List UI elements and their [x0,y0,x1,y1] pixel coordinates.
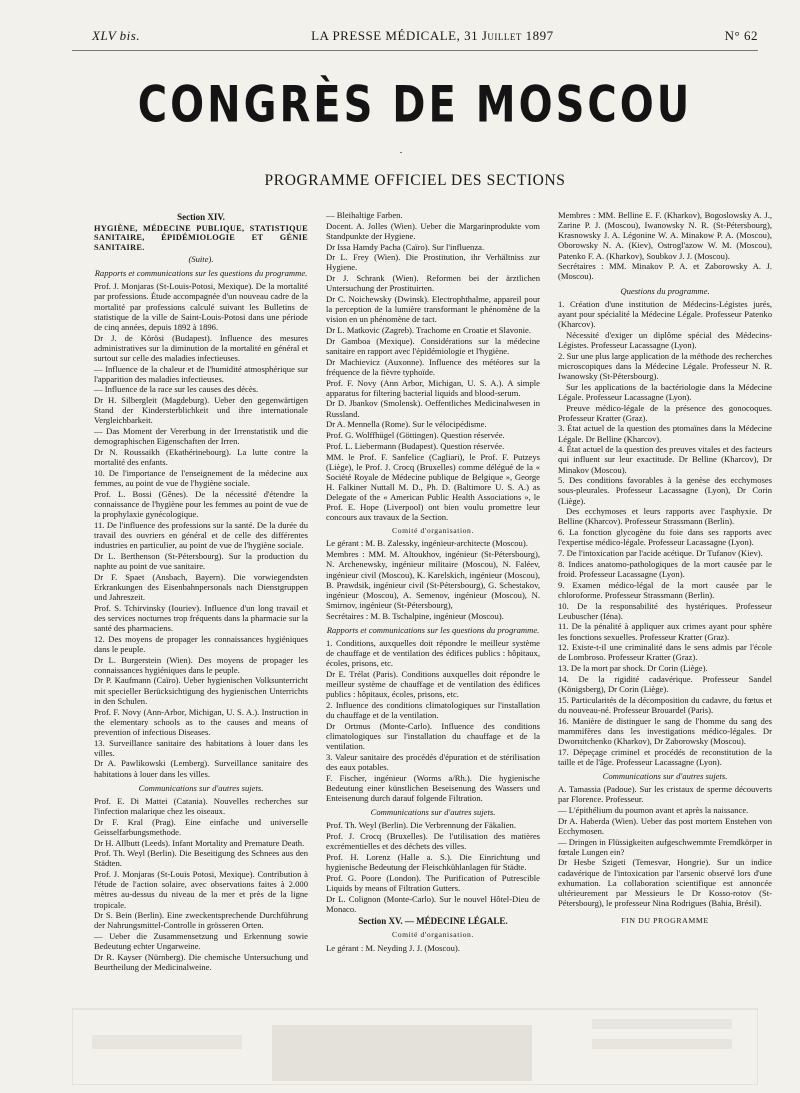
paragraph: Dr S. Bein (Berlin). Eine zweckentsprechende Durchführung der Nahrungsmittel-Controlle in grösseren Orten. [94,910,308,931]
paragraph: A. Tamassia (Padoue). Sur les cristaux de sperme découverts par Florence. Professeur. [558,784,772,805]
paragraph: Dr L. Colignon (Monte-Carlo). Sur le nouvel Hôtel-Dieu de Monaco. [326,893,540,914]
paragraph: 3. État actuel de la question des ptomaïnes dans la Médecine Légale. Dr Belline (Kharcov). [558,423,772,444]
subsection-heading: Communications sur d'autres sujets. [370,807,496,818]
paragraph: Dr L. Matkovic (Zagreb). Trachome en Croatie et Slavonie. [326,325,531,336]
paragraph: 10. De la responsabilité des hystériques. Professeur Leubuscher (Iéna). [558,600,772,621]
end-note: FIN DU PROGRAMME [621,916,709,926]
paragraph: Dr C. Noichewsky (Dwinsk). Electrophthalme, appareil pour la perception de la lumière transformant le phénomène de la vision en un phénomène de tact. [326,294,540,325]
subsection-heading: Rapports et communications sur les questions du programme. [326,624,540,635]
paragraph: — Das Moment der Vererbung in der Irrenstatistik und die demographischen Eigenschaften der Irren. [94,426,308,447]
paragraph: Prof. Th. Weyl (Berlin). Die Verbrennung der Fäkalien. [326,820,516,831]
paragraph: Dr L. Burgerstein (Wien). Des moyens de propager les connaissances hygiéniques dans le peuple. [94,654,308,675]
paragraph: — Dringen in Flüssigkeiten aufgeschwemmte Fremdkörper in fœtale Lungen ein? [558,836,772,857]
paragraph: Dr J. Schrank (Wien). Reformen bei der ärztlichen Untersuchung der Prostituirten. [326,273,540,294]
paragraph: Dr J. de Körösi (Budapest). Influence des mesures administratives sur la diminution de la mortalité en général et surtout sur celle des maladies infectieuses. [94,332,308,363]
page-folio: XLV bis. [92,28,141,43]
running-header [92,28,758,44]
paragraph: Dr R. Kayser (Nürnberg). Die chemische Untersuchung und Beurtheilung der Medicinalweine. [94,952,308,973]
paragraph: Secrétaires : MM. Minakov P. A. et Zaborowsky A. J. (Moscou). [558,261,772,282]
paragraph: 17. Dépeçage criminel et procédés de reconstitution de la taille et de l'âge. Professeur Lacassagne (Lyon). [558,746,772,767]
paragraph: Dr D. Jbankov (Smolensk). Oeffentliches Medicinalwesen in Russland. [326,398,540,419]
paragraph: Prof. L. Liebermann (Budapest). Question réservée. [326,440,505,451]
paragraph: Prof. Th. Weyl (Berlin). Die Beseitigung des Schnees aus den Städten. [94,848,308,869]
title-divider [400,152,402,153]
paragraph: Dr L. Frey (Wien). Die Prostitution, ihr Verhältniss zur Hygiene. [326,252,540,273]
paragraph: 15. Particularités de la décomposition du cadavre, du fœtus et du nouveau-né. Professeur Brouardel (Paris). [558,694,772,715]
paragraph: Dr Machievicz (Auxonne). Influence des météores sur la fréquence de la fièvre typhoïde. [326,356,540,377]
page-subtitle: PROGRAMME OFFICIEL DES SECTIONS [264,172,566,189]
paragraph: Preuve médico-légale de la présence des gonocoques. Professeur Kratter (Graz). [558,402,772,423]
paragraph: 13. De la mort par shock. Dr Corin (Liège). [558,663,708,674]
paragraph: Dr A. Haberda (Wien). Ueber das post mortem Enstehen von Ecchymosen. [558,815,772,836]
paragraph: 11. De l'influence des professions sur la santé. De la durée du travail des ouvriers en général et de celle des différentes industries en particulier, au point de vue de l'hygiène sociale. [94,519,308,551]
committee-heading: Comité d'organisation. [392,525,474,535]
paragraph: 14. De la rigidité cadavérique. Professeur Sandel (Königsberg), Dr Corin (Liège). [558,673,772,695]
paragraph: 3. Valeur sanitaire des procédés d'épuration et de stérilisation des eaux potables. [326,751,540,772]
issue-number: N° 62 [724,28,758,43]
paragraph: Le gérant : M. Neyding J. J. (Moscou). [326,942,460,953]
paragraph: Dr H. Silbergleit (Magdeburg). Ueber den gegenwärtigen Stand der Kindersterblichkeit und ihre internationale Vergleichbarkeit. [94,395,308,426]
paragraph: 11. De la pénalité à appliquer aux crimes ayant pour sphère les fonctions sexuelles. Professeur Kratter (Graz). [558,621,772,642]
paragraph: 1. Conditions, auxquelles doit répondre le meilleur système de chauffage et de ventilation des édifices publics : hôpitaux, écoles, prisons, etc. [326,637,540,669]
committee-heading: Comité d'organisation. [392,929,474,939]
column-3 [558,210,772,1005]
paragraph: Membres : MM. Belline E. F. (Kharkov), Bogoslowsky A. J., Zarine P. J. (Moscou), Iwanowsky N. R. (St-Pétersbourg), Krasnowsky J. A. Légonine W. A. Minakow P. A. (Moscou), Oborowsky N. A. (Kiev), Ostrogl'azow W. M. (Moscou), Patenko F. A. (Kharkov), Soubkov J. J. (Moscou). [558,210,772,261]
paragraph: Prof. L. Bossi (Gênes). De la nécessité d'étendre la connaissance de l'hygiène pour les femmes au point de vue de la prophylaxie gynécologique. [94,488,308,520]
paragraph: 10. De l'importance de l'enseignement de la médecine aux femmes, au point de vue de l'hygiène sociale. [94,467,308,489]
paragraph: Prof. H. Lorenz (Halle a. S.). Die Einrichtung und hygienische Bedeutung der Fleischkühlanlagen für Städte. [326,851,540,873]
paragraph: 4. État actuel de la question des preuves vitales et des facteurs qui influent sur leur exactitude. Dr Belline (Kharcov), Dr Minakov (Moscou). [558,444,772,475]
paragraph: 12. Des moyens de propager les connaissances hygiéniques dans le peuple. [94,633,308,654]
bleed-through-advertisement [72,1005,758,1085]
paragraph: 8. Indices anatomo-pathologiques de la mort causée par le froid. Professeur Lacassagne (Lyon). [558,558,772,579]
section-heading: HYGIÈNE, MÉDECINE PUBLIQUE, STATISTIQUE SANITAIRE, ÉPIDÉMIOLOGIE ET GÉNIE SANITAIRE. [94,223,308,253]
paragraph: Prof. F. Novy (Ann-Arbor, Michigan, U. S. A.). Instruction in the elementary schools as to the causes and means of prevention of infectious Diseases. [94,706,308,737]
faded-advert-shapes [72,1005,758,1085]
paragraph: Le gérant : M. B. Zalessky, ingénieur-architecte (Moscou). [326,538,528,549]
page-title: CONGRÈS DE MOSCOU [137,76,693,134]
paragraph: Prof. E. Di Mattei (Catania). Nouvelles recherches sur l'infection malarique chez les oiseaux. [94,795,308,816]
paragraph: Prof. J. Crocq (Bruxelles). De l'utilisation des matières excrémentielles et des déchets des villes. [326,831,540,852]
paragraph: Secrétaires : M. B. Tschalpine, ingénieur (Moscou). [326,610,504,621]
paragraph: Dr L. Berthenson (St-Pétersbourg). Sur la production du naphte au point de vue sanitaire. [94,550,308,571]
paragraph: Dr Issa Hamdy Pacha (Caïro). Sur l'influenza. [326,241,485,252]
paragraph: Prof. J. Monjaras (St-Louis Potosi, Mexique). Contribution à l'étude de l'action solaire, avec observations faites à 2.000 mètres au-dessus du niveau de la mer et près de la ligne tropicale. [94,869,308,910]
paragraph: Membres : MM. M. Altoukhov, ingénieur (St-Pétersbourg), N. Archenewsky, ingénieur militaire (Moscou), N. Faléev, ingénieur civil (Moscou), K. Karelskich, ingénieur (Moscou), B. Prawdsik, ingénieur civil (St-Pétersbourg), G. Schestakov, ingénieur (Moscou), A. Semenov, ingénieur (Moscou), N. Smirnov, ingénieur (St-Pétersbourg), [326,549,540,610]
journal-date: LA PRESSE MÉDICALE, 31 Juillet 1897 [311,28,554,43]
column-2 [326,210,540,1005]
subsection-heading: Communications sur d'autres sujets. [602,770,728,781]
paragraph: Nécessité d'exiger un diplôme spécial des Médecins-Légistes. Professeur Lacassagne (Lyon). [558,329,772,350]
paragraph: Docent. A. Jolles (Wien). Ueber die Margarinprodukte vom Standpunkte der Hygiene. [326,220,540,241]
paragraph: Des ecchymoses et leurs rapports avec l'asphyxie. Dr Belline (Kharcov). Professeur Strassmann (Berlin). [558,506,772,527]
paragraph: 5. Des conditions favorables à la genèse des ecchymoses sous-pleurales. Professeur Lacassagne (Lyon), Dr Corin (Liège). [558,475,772,506]
paragraph: — Influence de la chaleur et de l'humidité atmosphérique sur l'apparition des maladies infectieuses. [94,363,308,384]
paragraph: Dr Ortmus (Monte-Carlo). Influence des conditions climatologiques sur l'installation du chauffage et de la ventilation. [326,720,540,752]
paragraph: — Influence de la race sur les causes des décès. [94,384,259,395]
paragraph: Sur les applications de la bactériologie dans la Médecine Légale. Professeur Lacassagne (Lyon). [558,381,772,402]
paragraph: Prof. G. Wolffhügel (Göttingen). Question réservée. [326,430,505,441]
paragraph: 9. Examen médico-légal de la mort causée par le chloroforme. Professeur Strassmann (Berlin). [558,579,772,600]
paragraph: Prof. G. Poore (London). The Purification of Putrescible Liquids by means of Filtration Gutters. [326,872,540,893]
paragraph: Dr F. Spaet (Ansbach, Bayern). Die vorwiegendsten Erkrankungen des Eisenbahnpersonals nach Dienstgruppen und Jahreszeit. [94,571,308,602]
paragraph: Prof. F. Novy (Ann Arbor, Michigan, U. S. A.). A simple apparatus for filtering bacterial liquids and blood-serum. [326,377,540,398]
subsection-heading: Communications sur d'autres sujets. [138,782,264,793]
paragraph: 2. Sur une plus large application de la méthode des recherches microscopiques dans la Médecine Légale. Professeur N. R. Iwanowsky (St-Pétersbourg). [558,350,772,381]
paragraph: Prof. S. Tchirvinsky (Iouriev). Influence d'un long travail et des services nocturnes trop fréquents dans la pharmacie sur la santé des pharmaciens. [94,602,308,633]
article-columns [94,210,786,1005]
paragraph: 6. La fonction glycogène du foie dans ses rapports avec l'expertise médico-légale. Professeur Lacassagne (Lyon). [558,527,772,548]
paragraph: Dr N. Roussaikh (Ekathérinebourg). La lutte contre la mortalité des enfants. [94,447,308,468]
paragraph: Dr P. Kaufmann (Caïro). Ueber hygienischen Volksunterricht mit specieller Berücksichtigung des hygienischen Unterrichts in den Schulen. [94,675,308,706]
continued-note: (Suite). [188,253,214,264]
paragraph: Dr A. Mennella (Rome). Sur le vélocipédisme. [326,419,487,430]
paragraph: Dr Gamboa (Mexique). Considérations sur la médecine sanitaire en rapport avec l'épidémiologie et l'hygiène. [326,335,540,356]
paragraph: Dr E. Trélat (Paris). Conditions auxquelles doit répondre le meilleur système de chauffage et de ventilation des édifices publics : hôpitaux, écoles, prisons, etc. [326,668,540,700]
paragraph: Dr Hesbe Szigeti (Temesvar, Hongrie). Sur un indice cadavérique de l'intoxication par l'arsenic observé lors d'une exhumation. La collaboration scientifique est annoncée ultérieurement par Messieurs le Dr Kosso-rotov (St-Pétersbourg), le professeur Nina Rodrigues (Bahia, Brésil). [558,857,772,908]
paragraph: — Ueber die Zusammensetzung und Erkennung sowie Bedeutung echter Ungarweine. [94,931,308,952]
section-heading: Section XV. — MÉDECINE LÉGALE. [358,915,508,926]
header-rule [72,50,758,51]
paragraph: 1. Création d'une institution de Médecins-Légistes jurés, ayant pour spécialité la Médecine Légale. Professeur Patenko (Kharcov). [558,298,772,329]
paragraph: F. Fischer, ingénieur (Worms a/Rh.). Die hygienische Bedeutung einer künstlichen Beseisenung des Wassers und Enteisenung durch darauf folgende Filtration. [326,772,540,804]
section-heading: Section XIV. [177,212,225,222]
paragraph: 16. Manière de distinguer le sang de l'homme du sang des mammifères dans les investigations médico-légales. Dr Dworнitchenko (Kharkov), Dr Zaborowsky (Moscou). [558,715,772,746]
paragraph: 13. Surveillance sanitaire des habitations à louer dans les villes. [94,737,308,758]
paragraph: — L'épithélium du poumon avant et après la naissance. [558,804,749,815]
paragraph: Dr A. Pawlikowski (Lemberg). Surveillance sanitaire des habitations à louer dans les villes. [94,758,308,779]
column-1 [94,210,308,1005]
paragraph: Dr F. Kral (Prag). Eine einfache und universelle Geisselfarbungsmethode. [94,816,308,837]
paragraph: 12. Existe-t-il une criminalité dans le sens admis par l'école de Lombroso. Professeur Kratter (Graz). [558,642,772,663]
paragraph: MM. le Prof. F. Sanfelice (Cagliari), le Prof. F. Putzeys (Liège), le Prof. J. Crocq (Bruxelles) comme délégué de la « Société Royale de Médecine publique de Belgique », George H. Falkiner Nuttall M. D., Ph. D. (Baltimore U. S. A.) as Delegate of the « American Public Health Associations », le Prof. E. Hope (Liverpool) ont bien voulu promettre leur concours aux travaux de la Section. [326,451,540,523]
paragraph: 7. De l'intoxication par l'acide acétique. Dr Tufanov (Kiev). [558,548,763,559]
paragraph: Dr H. Allbutt (Leeds). Infant Mortality and Premature Death. [94,837,305,848]
paragraph: — Bleihaltige Farben. [326,210,403,220]
subsection-heading: Questions du programme. [620,285,710,296]
paragraph: 2. Influence des conditions climatologiques sur l'installation du chauffage et de la ventilation. [326,699,540,721]
subsection-heading: Rapports et communications sur les questions du programme. [94,268,308,279]
paragraph: Prof. J. Monjaras (St-Louis-Potosi, Mexique). De la mortalité par professions. Étude accompagnée d'un nouveau cadre de la mortalité par professions calculé suivant les Bulletins de statistique de la ville de Saint-Louis-Potosi dans une période de cinq années, depuis 1892 à 1896. [94,281,308,332]
